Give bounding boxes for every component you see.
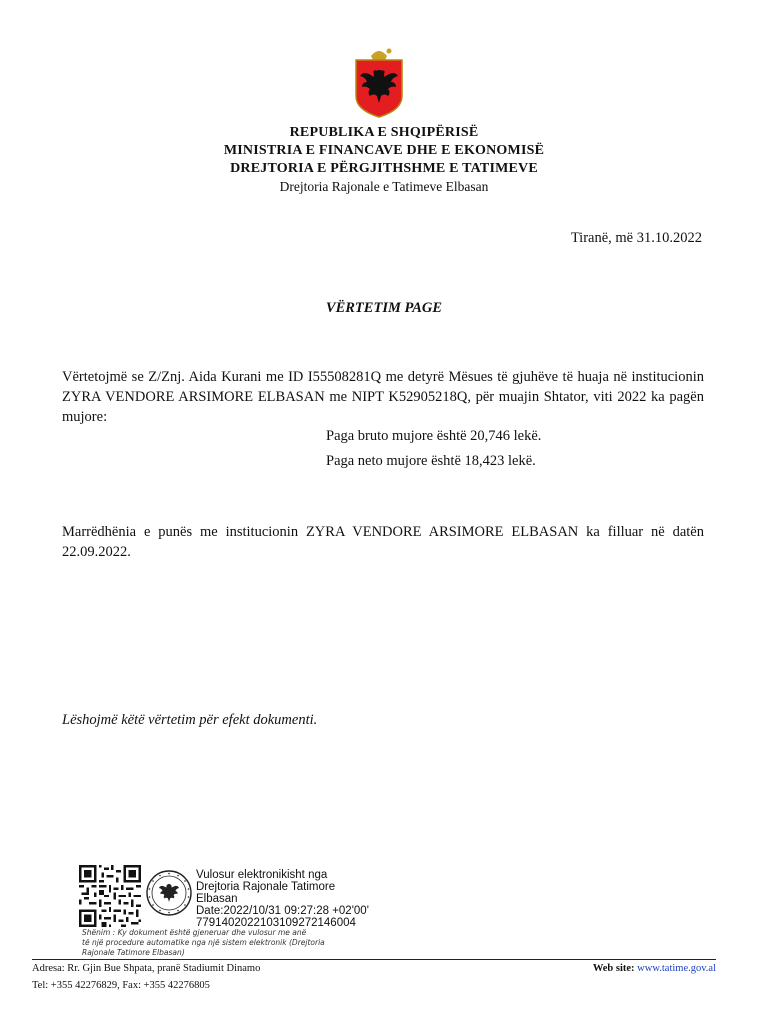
seal-note-line: Rajonale Tatimore Elbasan) [82, 948, 185, 957]
document-date: Tiranë, më 31.10.2022 [570, 230, 702, 246]
closing-statement: Lëshojmë këtë vërtetim për efekt dokumenti. [62, 712, 318, 728]
net-salary-line: Paga neto mujore është 18,423 lekë. [326, 453, 536, 469]
certification-paragraph: Vërtetojmë se Z/Znj. Aida Kurani me ID I55508281Q me detyrë Mësues të gjuhëve të huaja në institucionin ZYRA VENDORE ARSIMORE ELBASAN me NIPT K52905218Q, për muajin Shtator, viti 2022 ka pagën mujore: [62, 369, 704, 425]
electronic-seal-text [196, 869, 369, 929]
seal-note-line: Shënim : Ky dokument është gjeneruar dhe vulosur me anë [82, 928, 307, 937]
footer-website-link[interactable]: www.tatime.gov.al [637, 963, 716, 974]
seal-note [82, 928, 325, 958]
qr-code-icon [79, 865, 141, 927]
seal-line-date: Date:2022/10/31 09:27:28 +02'00' [196, 905, 369, 917]
header-regional-office: Drejtoria Rajonale e Tatimeve Elbasan [279, 179, 489, 194]
document-title: VËRTETIM PAGE [325, 300, 443, 316]
header-directorate: DREJTORIA E PËRGJITHSHME E TATIMEVE [230, 161, 538, 176]
footer-phone-fax: Tel: +355 42276829, Fax: +355 42276805 [32, 980, 210, 991]
employment-start-paragraph: Marrëdhënia e punës me institucionin ZYRA VENDORE ARSIMORE ELBASAN ka filluar në datën 22.09.2022. [62, 524, 704, 560]
electronic-seal-stamp-icon [145, 869, 193, 917]
seal-line-authority: Drejtoria Rajonale Tatimore [196, 881, 336, 893]
seal-line-city: Elbasan [196, 893, 238, 905]
gross-salary-line: Paga bruto mujore është 20,746 lekë. [326, 428, 542, 444]
header-ministry: MINISTRIA E FINANCAVE DHE E EKONOMISË [223, 143, 545, 158]
seal-line-signed-by: Vulosur elektronikisht nga [196, 869, 328, 881]
footer-address: Adresa: Rr. Gjin Bue Shpata, pranë Stadiumit Dinamo [32, 963, 261, 974]
seal-line-serial: 7791402022103109272146004 [196, 917, 356, 929]
seal-note-line: të një procedure automatike nga një sistem elektronik (Drejtoria [82, 938, 325, 947]
albanian-coat-of-arms-icon [351, 46, 407, 118]
header-republic: REPUBLIKA E SHQIPËRISË [289, 125, 479, 140]
footer-divider [32, 959, 716, 960]
footer-website-label: Web site: [592, 963, 635, 974]
footer-website [593, 963, 716, 974]
